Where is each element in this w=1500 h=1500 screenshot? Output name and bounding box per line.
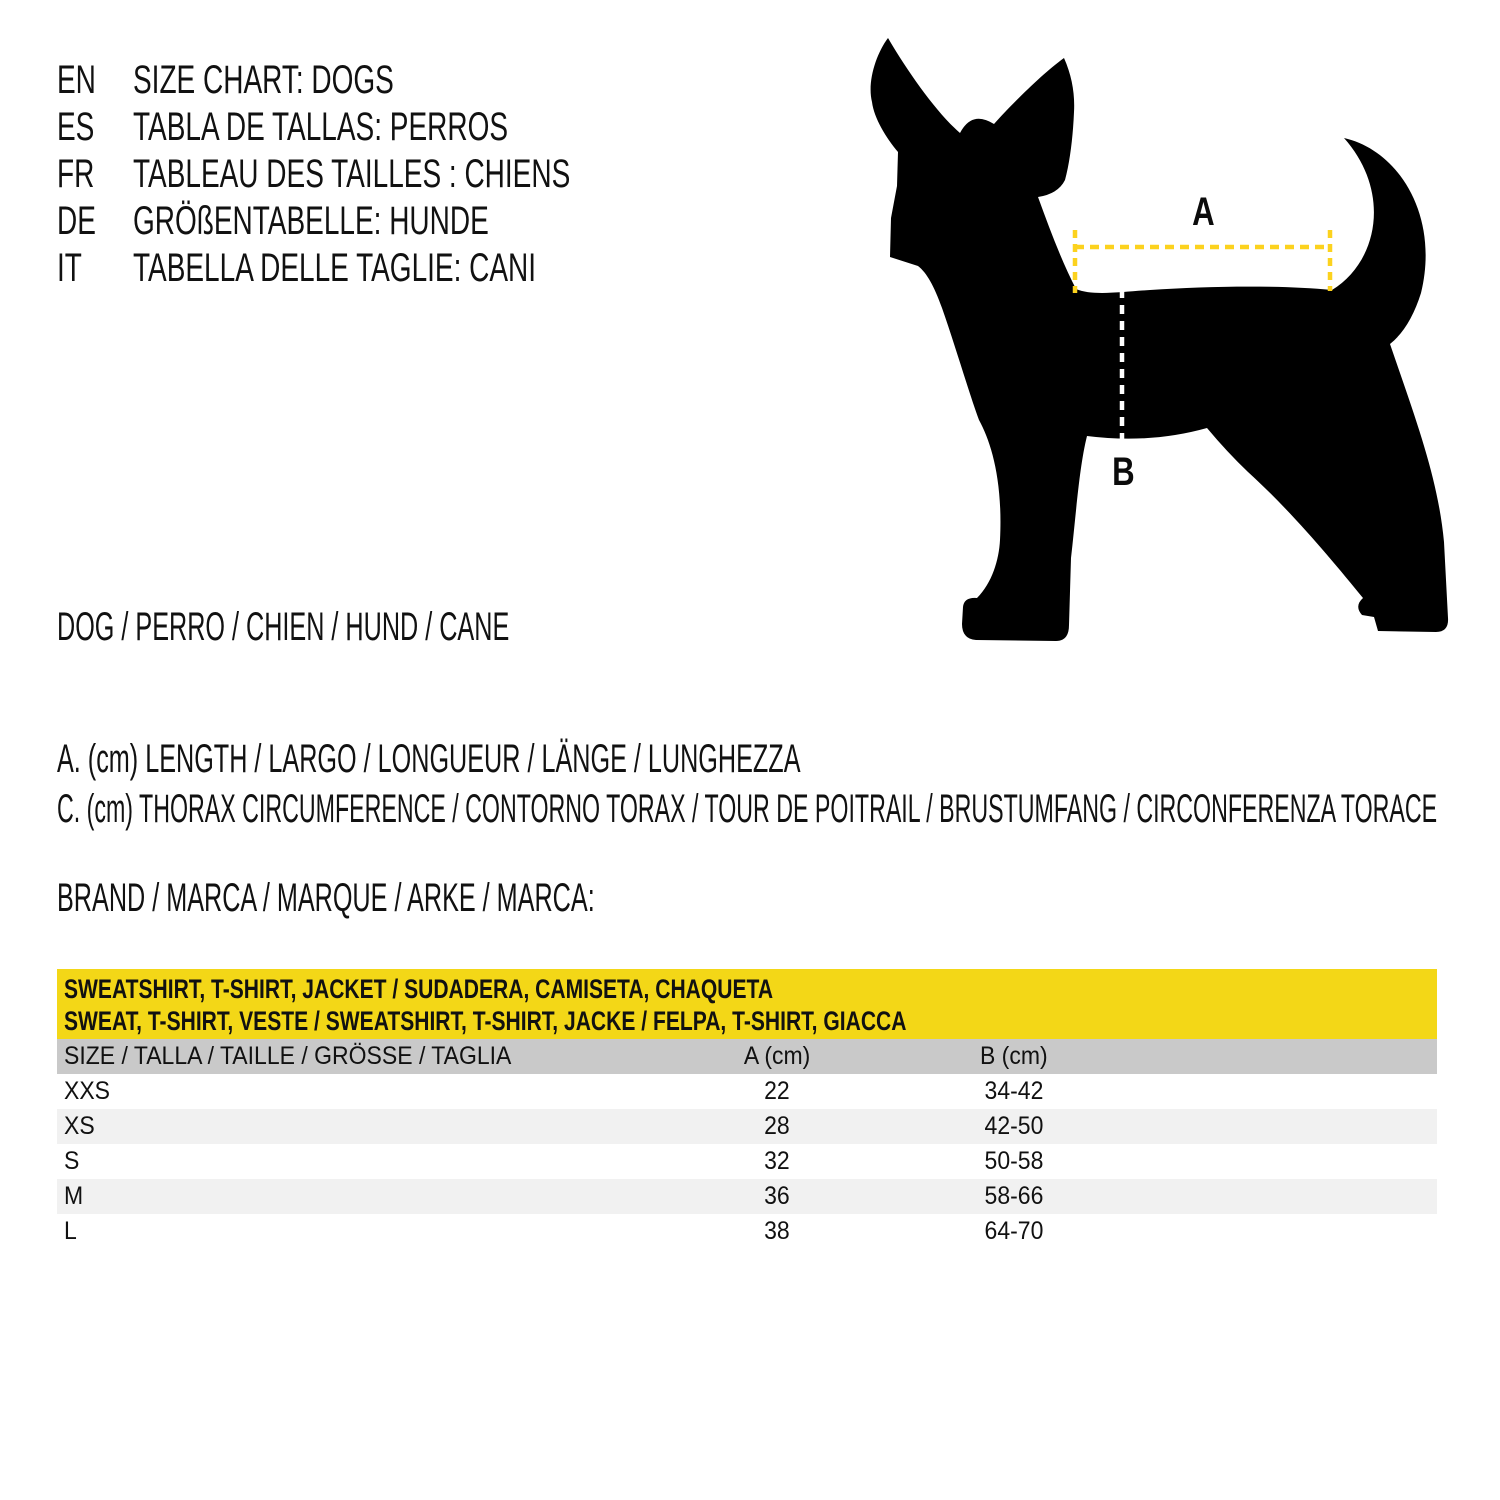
language-row: [57, 151, 758, 198]
a-cell: 32: [764, 1147, 790, 1175]
measure-a-label: A: [1191, 190, 1215, 234]
language-code: FR: [57, 152, 95, 196]
column-header-a: A (cm): [743, 1042, 811, 1070]
b-cell: 64-70: [984, 1217, 1044, 1245]
b-cell: 34-42: [984, 1077, 1044, 1105]
table-row: [57, 1144, 1437, 1179]
size-table-title-line1: SWEATSHIRT, T-SHIRT, JACKET / SUDADERA, CAMISETA, CHAQUETA: [64, 974, 774, 1004]
language-row: [57, 104, 758, 151]
size-table-header-row: [57, 1039, 1437, 1074]
dog-measurement-diagram: [820, 0, 1500, 680]
table-row: [57, 1074, 1437, 1109]
measurement-note-a: A. (cm) LENGTH / LARGO / LONGUEUR / LÄNGE / LUNGHEZZA: [57, 737, 801, 781]
language-label: SIZE CHART: DOGS: [133, 58, 394, 102]
language-code: IT: [57, 246, 82, 290]
language-row: [57, 198, 758, 245]
table-row: [57, 1214, 1437, 1249]
column-header-size: SIZE / TALLA / TAILLE / GRÖSSE / TAGLIA: [64, 1042, 512, 1070]
dog-silhouette: [820, 0, 1500, 680]
language-label: TABLEAU DES TAILLES : CHIENS: [133, 152, 571, 196]
size-cell: XS: [64, 1112, 95, 1140]
language-label: TABLA DE TALLAS: PERROS: [133, 105, 509, 149]
table-row: [57, 1179, 1437, 1214]
a-cell: 28: [764, 1112, 790, 1140]
b-cell: 50-58: [984, 1147, 1044, 1175]
language-row: [57, 57, 758, 104]
dog-caption: DOG / PERRO / CHIEN / HUND / CANE: [57, 605, 510, 649]
language-list: [57, 57, 758, 292]
size-cell: L: [64, 1217, 77, 1245]
size-table-title-line2: SWEAT, T-SHIRT, VESTE / SWEATSHIRT, T-SHIRT, JACKE / FELPA, T-SHIRT, GIACCA: [64, 1006, 907, 1036]
size-cell: XXS: [64, 1077, 111, 1105]
measure-b-label: B: [1111, 450, 1135, 494]
b-cell: 42-50: [984, 1112, 1044, 1140]
table-row: [57, 1109, 1437, 1144]
size-cell: S: [64, 1147, 80, 1175]
size-table: [57, 969, 1437, 1249]
column-header-b: B (cm): [980, 1042, 1048, 1070]
language-code: EN: [57, 58, 96, 102]
language-code: DE: [57, 199, 96, 243]
a-cell: 22: [764, 1077, 790, 1105]
size-table-title: [57, 969, 1437, 1039]
size-cell: M: [64, 1182, 84, 1210]
language-code: ES: [57, 105, 95, 149]
brand-line: BRAND / MARCA / MARQUE / ARKE / MARCA:: [57, 876, 595, 920]
measurement-notes: [57, 734, 1500, 834]
language-row: [57, 245, 758, 292]
measurement-note-c: C. (cm) THORAX CIRCUMFERENCE / CONTORNO TORAX / TOUR DE POITRAIL / BRUSTUMFANG / CIRCONFERENZA TORACE: [57, 787, 1438, 831]
b-cell: 58-66: [984, 1182, 1044, 1210]
language-label: GRÖßENTABELLE: HUNDE: [133, 199, 489, 243]
a-cell: 36: [764, 1182, 790, 1210]
a-cell: 38: [764, 1217, 790, 1245]
language-label: TABELLA DELLE TAGLIE: CANI: [133, 246, 537, 290]
